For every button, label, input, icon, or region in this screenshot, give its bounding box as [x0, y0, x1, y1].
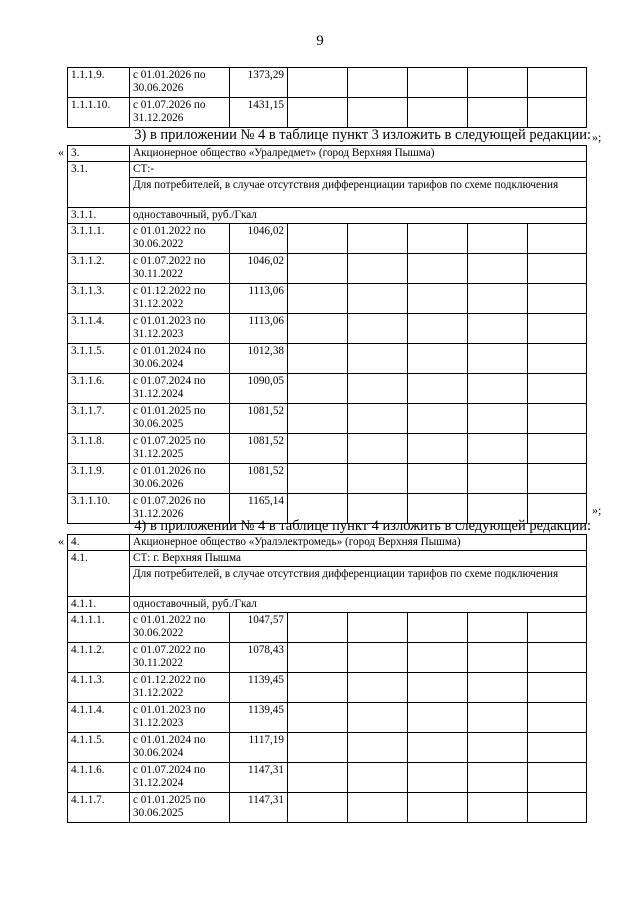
empty-cell	[288, 434, 348, 464]
empty-cell	[348, 763, 408, 793]
period-start: с 01.12.2022 по	[133, 674, 206, 686]
row-code: 3.1.1.5.	[68, 344, 130, 374]
row-code: 3.1.1.7.	[68, 404, 130, 434]
empty-cell	[528, 404, 587, 434]
row-period	[130, 763, 230, 793]
empty-cell	[408, 374, 468, 404]
empty-cell	[288, 703, 348, 733]
row-period	[130, 464, 230, 494]
period-end: 30.06.2022	[133, 627, 184, 639]
empty-cell	[468, 613, 528, 643]
row-value: 1147,31	[230, 793, 288, 823]
table-row	[68, 68, 587, 98]
row-code: 4.1.1.3.	[68, 673, 130, 703]
table-row	[68, 344, 587, 374]
row-code: 4.1.1.2.	[68, 643, 130, 673]
st-label: СТ:-	[130, 162, 587, 178]
empty-cell	[528, 464, 587, 494]
period-end: 31.12.2022	[133, 298, 184, 310]
empty-cell	[528, 793, 587, 823]
empty-cell	[468, 673, 528, 703]
period-start: с 01.07.2024 по	[133, 375, 206, 387]
empty-cell	[288, 284, 348, 314]
empty-cell	[348, 464, 408, 494]
row-period	[130, 254, 230, 284]
empty-cell	[528, 98, 587, 128]
opening-quote: «	[58, 534, 64, 548]
empty-cell	[408, 344, 468, 374]
row-value: 1147,31	[230, 763, 288, 793]
empty-cell	[348, 224, 408, 254]
empty-cell	[528, 284, 587, 314]
row-code: 4.1.1.1.	[68, 613, 130, 643]
empty-cell	[408, 703, 468, 733]
row-period	[130, 733, 230, 763]
row-code: 3.1.1.6.	[68, 374, 130, 404]
empty-cell	[408, 434, 468, 464]
st-label: СТ: г. Верхняя Пышма	[130, 551, 587, 567]
period-start: с 01.01.2026 по	[133, 465, 206, 477]
empty-cell	[348, 314, 408, 344]
table-row	[68, 434, 587, 464]
period-end: 30.06.2025	[133, 418, 184, 430]
period-end: 30.06.2024	[133, 358, 184, 370]
empty-cell	[468, 643, 528, 673]
empty-cell	[408, 224, 468, 254]
period-start: с 01.07.2024 по	[133, 764, 206, 776]
row-code: 3.1.1.2.	[68, 254, 130, 284]
empty-cell	[528, 314, 587, 344]
st-code: 4.1.	[68, 551, 130, 597]
empty-cell	[468, 224, 528, 254]
row-period	[130, 613, 230, 643]
table-row	[68, 254, 587, 284]
table-row	[68, 733, 587, 763]
period-start: с 01.01.2025 по	[133, 405, 206, 417]
table-row	[68, 673, 587, 703]
period-start: с 01.12.2022 по	[133, 285, 206, 297]
table-row	[68, 763, 587, 793]
org-code: 4.	[68, 535, 130, 551]
row-period	[130, 643, 230, 673]
empty-cell	[348, 643, 408, 673]
period-end: 31.12.2024	[133, 777, 184, 789]
empty-cell	[348, 344, 408, 374]
table-row	[68, 703, 587, 733]
row-code: 4.1.1.6.	[68, 763, 130, 793]
empty-cell	[468, 703, 528, 733]
empty-cell	[468, 344, 528, 374]
table-row	[68, 464, 587, 494]
row-value: 1113,06	[230, 314, 288, 344]
tariff-table-section-3	[67, 145, 587, 524]
row-value: 1373,29	[230, 68, 288, 98]
tariff-table-section-4	[67, 534, 587, 823]
rate-label: одноставочный, руб./Гкал	[130, 597, 587, 613]
period-end: 30.11.2022	[133, 657, 183, 669]
row-period	[130, 374, 230, 404]
empty-cell	[348, 98, 408, 128]
row-value: 1078,43	[230, 643, 288, 673]
row-value: 1047,57	[230, 613, 288, 643]
row-code: 3.1.1.3.	[68, 284, 130, 314]
row-code: 3.1.1.10.	[68, 494, 130, 524]
table-row	[68, 793, 587, 823]
row-value: 1090,05	[230, 374, 288, 404]
period-start: с 01.01.2023 по	[133, 315, 206, 327]
empty-cell	[288, 673, 348, 703]
row-code: 4.1.1.7.	[68, 793, 130, 823]
period-start: с 01.07.2026 по	[133, 99, 206, 111]
section-3-heading: 3) в приложении № 4 в таблице пункт 3 изложить в следующей редакции:	[134, 127, 591, 143]
empty-cell	[528, 68, 587, 98]
empty-cell	[288, 314, 348, 344]
row-value: 1046,02	[230, 224, 288, 254]
empty-cell	[528, 254, 587, 284]
row-code: 1.1.1.9.	[68, 68, 130, 98]
table-row	[68, 224, 587, 254]
empty-cell	[348, 434, 408, 464]
period-start: с 01.07.2025 по	[133, 435, 206, 447]
empty-cell	[408, 613, 468, 643]
table-row	[68, 643, 587, 673]
empty-cell	[408, 763, 468, 793]
empty-cell	[288, 733, 348, 763]
period-start: с 01.01.2026 по	[133, 69, 206, 81]
row-code: 4.1.1.5.	[68, 733, 130, 763]
row-value: 1113,06	[230, 284, 288, 314]
row-period	[130, 344, 230, 374]
empty-cell	[408, 673, 468, 703]
table-row	[68, 98, 587, 128]
empty-cell	[348, 68, 408, 98]
row-period	[130, 434, 230, 464]
rate-code: 4.1.1.	[68, 597, 130, 613]
empty-cell	[288, 374, 348, 404]
empty-cell	[408, 68, 468, 98]
empty-cell	[288, 763, 348, 793]
row-value: 1081,52	[230, 404, 288, 434]
row-value: 1139,45	[230, 703, 288, 733]
org-code: 3.	[68, 146, 130, 162]
period-end: 30.06.2026	[133, 478, 184, 490]
row-code: 3.1.1.8.	[68, 434, 130, 464]
empty-cell	[528, 374, 587, 404]
period-start: с 01.01.2024 по	[133, 345, 206, 357]
period-start: с 01.07.2022 по	[133, 255, 206, 267]
empty-cell	[348, 733, 408, 763]
empty-cell	[408, 254, 468, 284]
org-name: Акционерное общество «Уралредмет» (город Верхняя Пышма)	[130, 146, 587, 162]
period-start: с 01.01.2022 по	[133, 225, 206, 237]
empty-cell	[288, 404, 348, 434]
empty-cell	[408, 314, 468, 344]
empty-cell	[288, 793, 348, 823]
empty-cell	[468, 374, 528, 404]
period-end: 30.06.2022	[133, 238, 184, 250]
row-code: 3.1.1.1.	[68, 224, 130, 254]
empty-cell	[468, 68, 528, 98]
empty-cell	[288, 464, 348, 494]
row-value: 1012,38	[230, 344, 288, 374]
table-row	[68, 374, 587, 404]
empty-cell	[288, 643, 348, 673]
row-value: 1139,45	[230, 673, 288, 703]
empty-cell	[288, 224, 348, 254]
empty-cell	[348, 613, 408, 643]
period-end: 30.06.2025	[133, 807, 184, 819]
empty-cell	[468, 254, 528, 284]
row-period	[130, 404, 230, 434]
empty-cell	[288, 613, 348, 643]
empty-cell	[468, 464, 528, 494]
row-code: 3.1.1.9.	[68, 464, 130, 494]
row-value: 1081,52	[230, 434, 288, 464]
row-code: 1.1.1.10.	[68, 98, 130, 128]
row-code: 4.1.1.4.	[68, 703, 130, 733]
empty-cell	[528, 763, 587, 793]
table-row	[68, 613, 587, 643]
empty-cell	[468, 793, 528, 823]
row-period	[130, 703, 230, 733]
empty-cell	[288, 254, 348, 284]
empty-cell	[528, 673, 587, 703]
empty-cell	[468, 284, 528, 314]
rate-label: одноставочный, руб./Гкал	[130, 208, 587, 224]
section-4-heading: 4) в приложении № 4 в таблице пункт 4 изложить в следующей редакции:	[134, 518, 591, 534]
empty-cell	[288, 98, 348, 128]
row-value: 1431,15	[230, 98, 288, 128]
empty-cell	[528, 643, 587, 673]
row-period	[130, 224, 230, 254]
empty-cell	[408, 733, 468, 763]
empty-cell	[468, 763, 528, 793]
period-end: 31.12.2024	[133, 388, 184, 400]
period-start: с 01.07.2022 по	[133, 644, 206, 656]
empty-cell	[408, 643, 468, 673]
period-end: 31.12.2025	[133, 448, 184, 460]
row-period	[130, 98, 230, 128]
row-period	[130, 284, 230, 314]
empty-cell	[408, 404, 468, 434]
row-value: 1046,02	[230, 254, 288, 284]
period-start: с 01.01.2025 по	[133, 794, 206, 806]
row-value: 1165,14	[230, 494, 288, 524]
empty-cell	[528, 703, 587, 733]
row-period	[130, 673, 230, 703]
empty-cell	[288, 68, 348, 98]
org-name: Акционерное общество «Уралэлектромедь» (город Верхняя Пышма)	[130, 535, 587, 551]
table-row	[68, 284, 587, 314]
row-code: 3.1.1.4.	[68, 314, 130, 344]
empty-cell	[408, 284, 468, 314]
period-start: с 01.07.2026 по	[133, 495, 206, 507]
empty-cell	[348, 374, 408, 404]
period-end: 31.12.2026	[133, 112, 184, 124]
st-code: 3.1.	[68, 162, 130, 208]
empty-cell	[468, 314, 528, 344]
empty-cell	[408, 793, 468, 823]
period-start: с 01.01.2022 по	[133, 614, 206, 626]
empty-cell	[468, 434, 528, 464]
period-end: 31.12.2026	[133, 508, 184, 520]
row-period	[130, 68, 230, 98]
period-end: 30.06.2024	[133, 747, 184, 759]
empty-cell	[528, 434, 587, 464]
row-period	[130, 314, 230, 344]
period-end: 30.11.2022	[133, 268, 183, 280]
consumers-label: Для потребителей, в случае отсутствия дифференциации тарифов по схеме подключения	[130, 178, 587, 208]
period-end: 31.12.2023	[133, 328, 184, 340]
row-value: 1081,52	[230, 464, 288, 494]
row-value: 1117,19	[230, 733, 288, 763]
empty-cell	[348, 284, 408, 314]
empty-cell	[348, 673, 408, 703]
row-period	[130, 793, 230, 823]
empty-cell	[348, 793, 408, 823]
closing-quote: »;	[592, 503, 602, 517]
tariff-table-continuation	[67, 67, 587, 128]
table-row	[68, 404, 587, 434]
table-row	[68, 314, 587, 344]
empty-cell	[468, 404, 528, 434]
empty-cell	[288, 344, 348, 374]
empty-cell	[348, 703, 408, 733]
empty-cell	[468, 98, 528, 128]
opening-quote: «	[58, 145, 64, 159]
period-start: с 01.01.2023 по	[133, 704, 206, 716]
empty-cell	[348, 404, 408, 434]
period-start: с 01.01.2024 по	[133, 734, 206, 746]
consumers-label: Для потребителей, в случае отсутствия дифференциации тарифов по схеме подключения	[130, 567, 587, 597]
period-end: 31.12.2023	[133, 717, 184, 729]
empty-cell	[528, 613, 587, 643]
empty-cell	[408, 464, 468, 494]
page-number: 9	[316, 33, 324, 49]
period-end: 31.12.2022	[133, 687, 184, 699]
empty-cell	[468, 733, 528, 763]
empty-cell	[348, 254, 408, 284]
empty-cell	[408, 98, 468, 128]
closing-quote: »;	[592, 130, 602, 144]
empty-cell	[528, 733, 587, 763]
empty-cell	[528, 344, 587, 374]
empty-cell	[528, 224, 587, 254]
period-end: 30.06.2026	[133, 82, 184, 94]
rate-code: 3.1.1.	[68, 208, 130, 224]
